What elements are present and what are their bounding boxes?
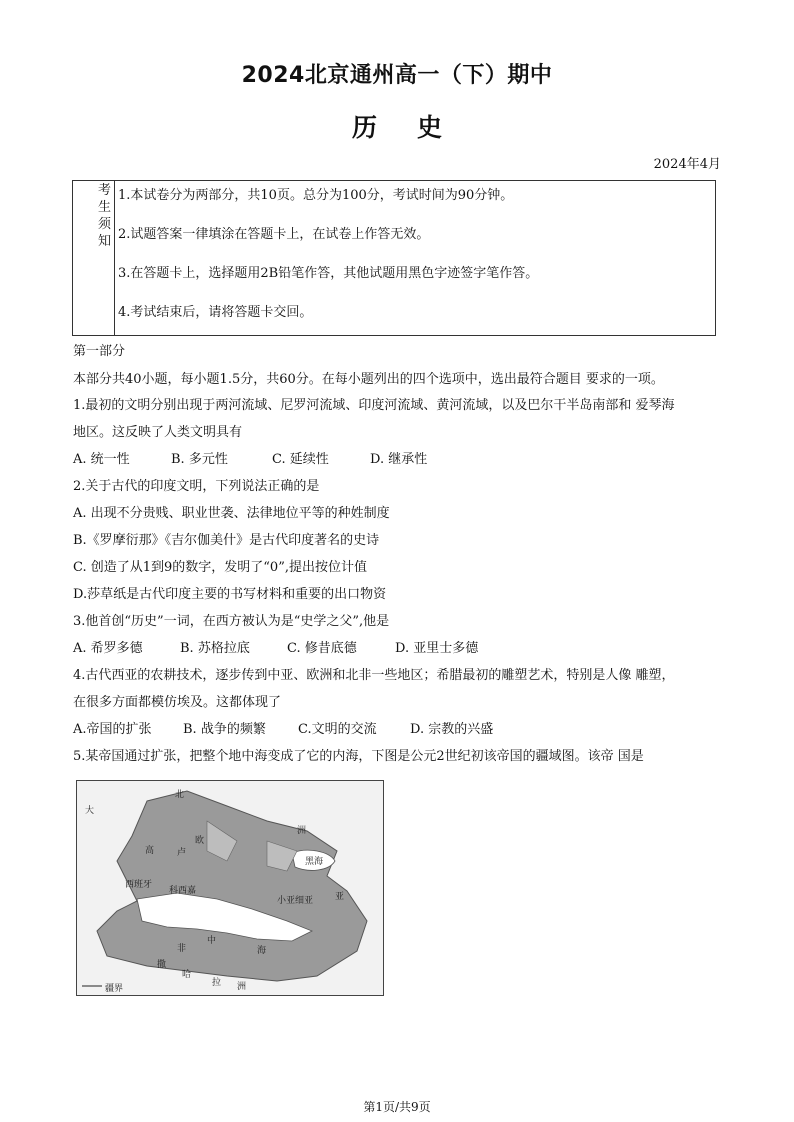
- notice-item: 3.在答题卡上，选择题用2B铅笔作答，其他试题用黑色字迹签字笔作答。: [118, 266, 539, 281]
- map-label: 西班牙: [125, 880, 153, 890]
- question-3-option-d: D. 亚里士多德: [395, 641, 479, 656]
- exam-date: 2024年4月: [653, 157, 721, 172]
- question-2-option-d: D.莎草纸是古代印度主要的书写材料和重要的出口物资: [73, 587, 387, 602]
- part-heading: 第一部分: [73, 344, 126, 359]
- question-4-stem: 4.古代西亚的农耕技术，逐步传到中亚、欧洲和北非一些地区；希腊最初的雕塑艺术，特别是人像 雕塑，: [73, 668, 675, 683]
- question-2-stem: 2.关于古代的印度文明，下列说法正确的是: [73, 479, 320, 494]
- question-2-option-c: C. 创造了从1到9的数字，发明了“0”,提出按位计值: [73, 560, 367, 575]
- exam-title: 2024北京通州高一（下）期中: [241, 63, 553, 88]
- map-label: 高: [145, 846, 155, 856]
- question-1-option-b: B. 多元性: [171, 452, 228, 467]
- question-5-stem: 5.某帝国通过扩张，把整个地中海变成了它的内海，下图是公元2世纪初该帝国的疆域图。该帝 国是: [73, 749, 644, 764]
- question-1-option-a: A. 统一性: [73, 452, 130, 467]
- map-label: 北: [175, 790, 185, 800]
- notice-item: 1.本试卷分为两部分，共10页。总分为100分，考试时间为90分钟。: [118, 188, 514, 203]
- question-2-option-a: A. 出现不分贵贱、职业世袭、法律地位平等的种姓制度: [73, 506, 390, 521]
- map-label: 亚: [335, 892, 345, 902]
- map-label: 哈: [182, 970, 192, 980]
- question-1-stem: 1.最初的文明分别出现于两河流域、尼罗河流域、印度河流域、黄河流域，以及巴尔干半岛南部和 爱琴海: [73, 398, 675, 413]
- notice-label-char: 生: [97, 200, 111, 215]
- question-1-option-c: C. 延续性: [272, 452, 329, 467]
- page-footer: 第1页/共9页: [363, 1100, 431, 1114]
- question-4-stem: 在很多方面都模仿埃及。这都体现了: [73, 695, 282, 710]
- question-4-option-d: D. 宗教的兴盛: [410, 722, 494, 737]
- map-label: 小亚细亚: [277, 896, 314, 906]
- map-label: 大: [85, 806, 95, 816]
- question-4-option-b: B. 战争的频繁: [183, 722, 266, 737]
- question-3-stem: 3.他首创“历史”一词，在西方被认为是“史学之父”,他是: [73, 614, 390, 629]
- notice-label-char: 考: [97, 183, 111, 198]
- part-intro: 本部分共40小题，每小题1.5分，共60分。在每小题列出的四个选项中，选出最符合题目 要求的一项。: [73, 372, 664, 387]
- map-label: 黑海: [305, 857, 324, 867]
- map-label: 洲: [237, 982, 247, 992]
- map-label: 洲: [297, 826, 307, 836]
- notice-item: 4.考试结束后，请将答题卡交回。: [118, 305, 313, 320]
- exam-notice-box: [72, 180, 716, 336]
- map-label: 撒: [157, 960, 167, 970]
- map-label: 卢: [177, 848, 187, 858]
- notice-label-char: 须: [97, 217, 111, 232]
- map-label: 科西嘉: [169, 886, 197, 896]
- subject-title: 历史: [351, 113, 482, 142]
- roman-empire-map: [76, 780, 384, 996]
- question-1-option-d: D. 继承性: [370, 452, 428, 467]
- question-3-option-c: C. 修昔底德: [287, 641, 357, 656]
- map-label: 欧: [195, 836, 205, 846]
- notice-label-char: 知: [97, 234, 111, 249]
- question-1-stem: 地区。这反映了人类文明具有: [73, 425, 243, 440]
- question-2-option-b: B.《罗摩衍那》《吉尔伽美什》是古代印度著名的史诗: [73, 533, 380, 548]
- question-4-option-a: A.帝国的扩张: [73, 722, 152, 737]
- question-3-option-b: B. 苏格拉底: [180, 641, 250, 656]
- map-label: 拉: [212, 978, 222, 988]
- map-label: 非: [177, 944, 187, 954]
- map-graphic: [77, 781, 383, 995]
- map-label: 中: [207, 936, 217, 946]
- question-3-option-a: A. 希罗多德: [73, 641, 143, 656]
- question-4-option-c: C.文明的交流: [298, 722, 377, 737]
- map-legend-label: 疆界: [105, 984, 124, 994]
- notice-label: [73, 181, 115, 335]
- map-label: 海: [257, 946, 267, 956]
- notice-item: 2.试题答案一律填涂在答题卡上，在试卷上作答无效。: [118, 227, 430, 242]
